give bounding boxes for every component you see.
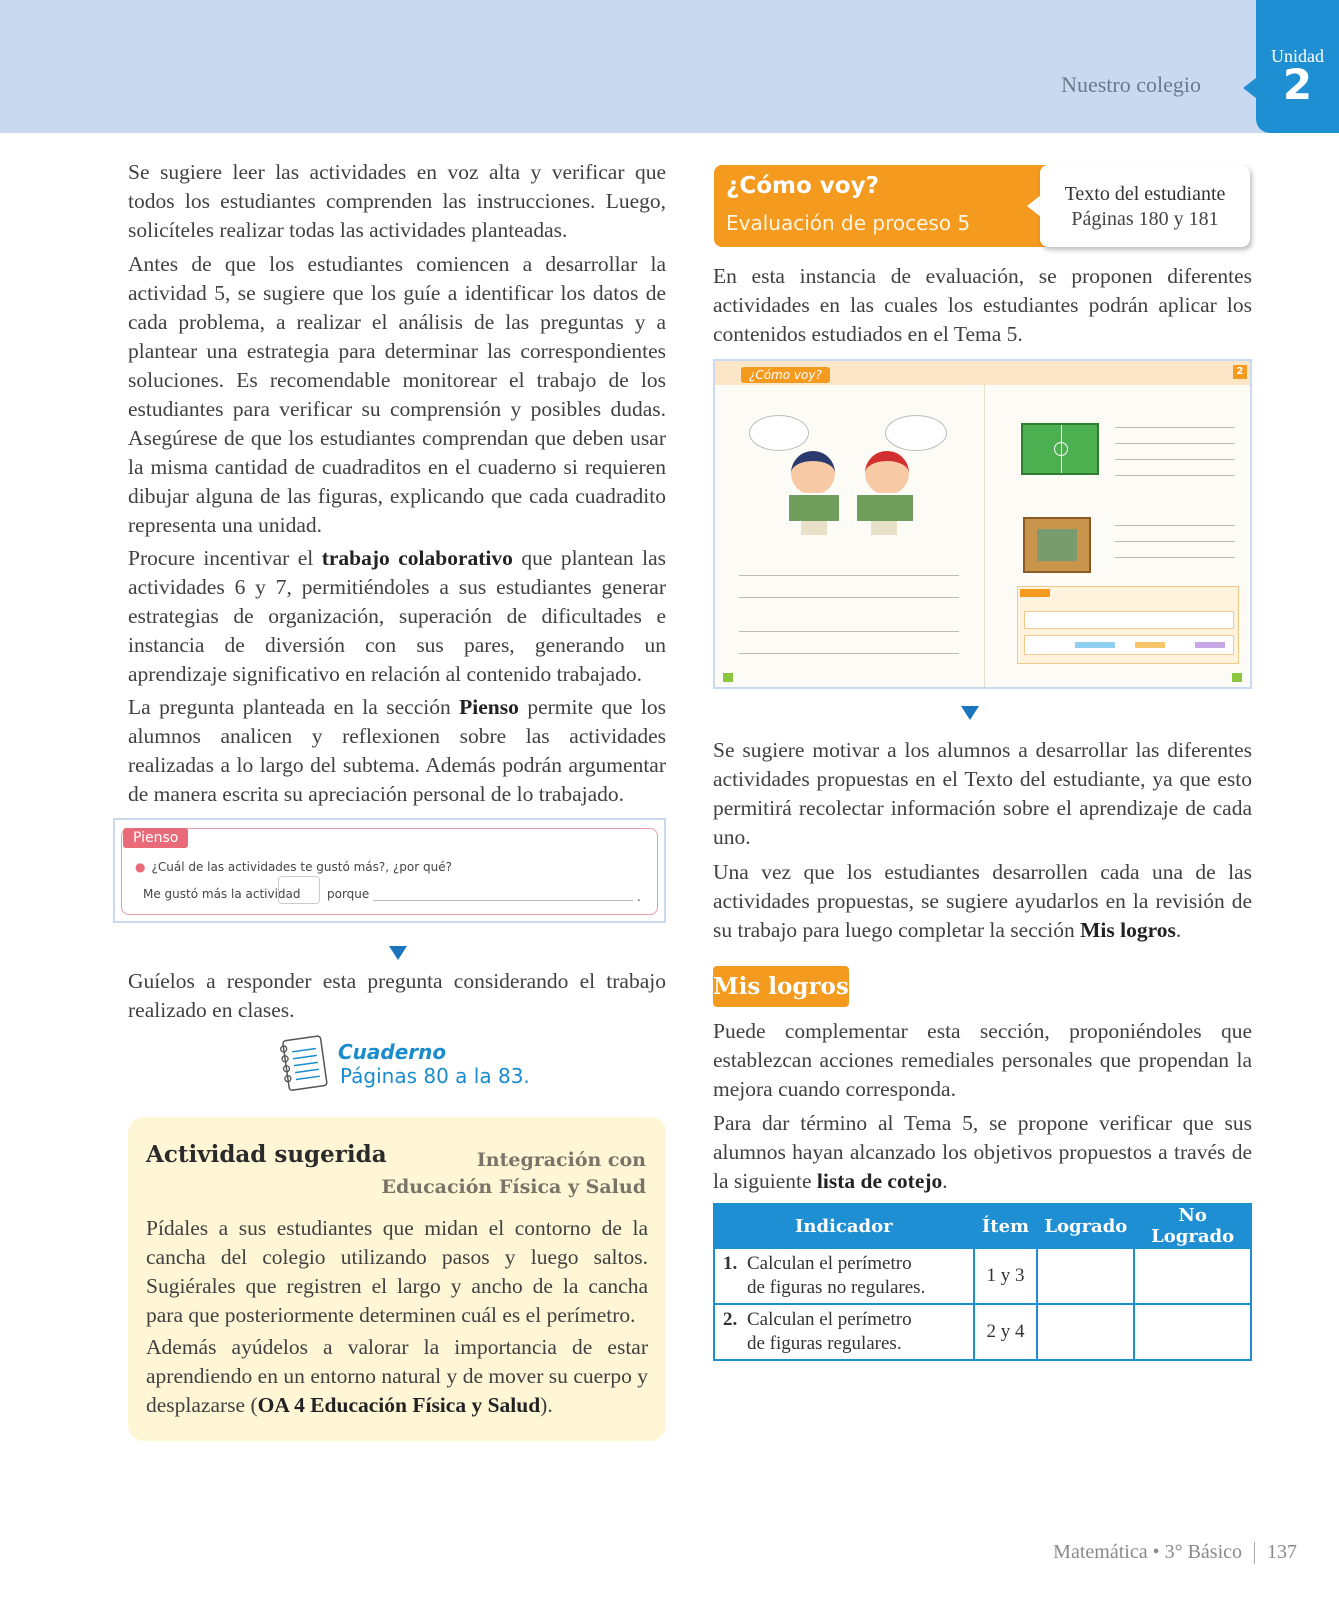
actividad-paragraph-1: Pídales a sus estudiantes que midan el contorno de la cancha del colegio utilizando pasos y luego saltos. Sugiérales que registren el largo y ancho de la cancha para que posteriormente determinen cuál es el perímetro. xyxy=(146,1216,648,1327)
actividad-p2-bold: OA 4 Educación Física y Salud xyxy=(257,1393,541,1417)
photo-held-2 xyxy=(855,493,915,523)
answer-line xyxy=(739,653,959,654)
page-number: 137 xyxy=(1267,1541,1297,1563)
speech-bubble-2 xyxy=(885,415,947,451)
pienso-activity-blank xyxy=(278,876,320,904)
pienso-end-dot: . xyxy=(637,890,641,904)
textbook-spread-thumbnail xyxy=(713,359,1252,689)
down-arrow-icon xyxy=(961,706,979,720)
mini-logros-row xyxy=(1024,611,1234,629)
girl-illustration xyxy=(791,451,835,495)
right-paragraph-1: En esta instancia de evaluación, se proponen diferentes actividades en las cuales los estudiantes podrán aplicar los contenidos estudiados en el Tema 5. xyxy=(713,264,1252,346)
answer-line xyxy=(1115,459,1235,460)
card-line-1: Texto del estudiante xyxy=(1064,183,1226,205)
header-logrado: Logrado xyxy=(1037,1204,1134,1248)
cuaderno-pages: Páginas 80 a la 83. xyxy=(340,1064,530,1088)
actividad-integration xyxy=(382,1147,646,1201)
como-voy-header xyxy=(714,165,1250,247)
thumbnail-left-page-number xyxy=(723,673,733,682)
thumbnail-tag: ¿Cómo voy? xyxy=(741,367,830,383)
answer-line xyxy=(1115,541,1235,542)
answer-line xyxy=(1115,443,1235,444)
left-paragraph-5: Guíelos a responder esta pregunta considerando el trabajo realizado en clases. xyxy=(128,969,666,1022)
p3-text-a: Procure incentivar el xyxy=(128,546,322,570)
cuaderno-title: Cuaderno xyxy=(338,1040,447,1064)
mis-logros-tag: Mis logros xyxy=(713,966,849,1007)
right-paragraph-3 xyxy=(713,858,1252,945)
pienso-answer-line xyxy=(373,900,633,901)
answer-line xyxy=(1115,475,1235,476)
level-bar-3 xyxy=(1195,642,1225,648)
unit-number: 2 xyxy=(1282,60,1313,109)
mini-logros-levels xyxy=(1024,635,1234,655)
right-paragraph-5 xyxy=(713,1109,1252,1196)
thumbnail-corner-number: 2 xyxy=(1233,365,1247,379)
pienso-answer-prefix: Me gustó más la actividad xyxy=(143,887,301,901)
lista-cotejo-table xyxy=(713,1203,1252,1361)
no-logrado-cell[interactable] xyxy=(1134,1304,1251,1360)
thumbnail-gutter xyxy=(984,385,985,687)
page-footer xyxy=(1053,1541,1297,1564)
table-row xyxy=(714,1304,1251,1360)
left-paragraph-2: Antes de que los estudiantes comiencen a desarrollar la actividad 5, se sugiere que los guíe a identificar los datos de cada problema, a realizar el análisis de las preguntas y a plantear una estrategia para determinar las correspondientes soluciones. Es recomendable monitorear el trabajo de los estudiantes para verificar su comprensión y posibles dudas. Asegúrese de que los estudiantes comprendan que deben usar la misma cantidad de cuadraditos en el cuaderno si requieren dibujar alguna de las figuras, explicando que cada cuadradito representa una unidad. xyxy=(128,252,666,537)
answer-line xyxy=(739,575,959,576)
left-paragraph-1: Se sugiere leer las actividades en voz alta y verificar que todos los estudiantes comprenden las instrucciones. Luego, solicíteles realizar todas las actividades planteadas. xyxy=(128,160,666,242)
pienso-question-text: ¿Cuál de las actividades te gustó más?, ¿por qué? xyxy=(151,860,452,874)
como-voy-subtitle: Evaluación de proceso 5 xyxy=(726,211,971,235)
pienso-box xyxy=(113,818,666,923)
right-paragraph-4: Puede complementar esta sección, proponiéndoles que establezcan acciones remediales personales que propendan la mejora cuando corresponda. xyxy=(713,1019,1252,1101)
indicador-line-2: de figuras no regulares. xyxy=(747,1277,926,1298)
answer-line xyxy=(739,597,959,598)
unit-tab-notch xyxy=(1243,78,1256,98)
header-item: Ítem xyxy=(974,1204,1038,1248)
soccer-field-illustration xyxy=(1021,423,1099,475)
no-logrado-cell[interactable] xyxy=(1134,1248,1251,1304)
pienso-tag: Pienso xyxy=(123,828,188,848)
header-indicador: Indicador xyxy=(714,1204,974,1248)
p3-right-text-b: . xyxy=(1175,918,1182,942)
speech-bubble-1 xyxy=(749,415,809,451)
row-number: 2. xyxy=(723,1309,738,1330)
level-bar-2 xyxy=(1135,642,1165,648)
framed-photo xyxy=(1037,529,1077,561)
table-header-row xyxy=(714,1204,1251,1248)
field-center-circle xyxy=(1054,442,1068,456)
indicador-text xyxy=(747,1308,912,1356)
answer-line xyxy=(1115,557,1235,558)
p5-right-bold: lista de cotejo xyxy=(816,1169,943,1193)
thumbnail-mis-logros-panel xyxy=(1017,586,1239,664)
actividad-sugerida-box xyxy=(128,1117,666,1441)
item-cell: 2 y 4 xyxy=(974,1304,1038,1360)
p4-text-a: La pregunta planteada en la sección xyxy=(128,695,460,719)
photo-held-1 xyxy=(787,493,841,523)
p5-right-text-a: Para dar término al Tema 5, se propone verificar que sus alumnos hayan alcanzado los objetivos propuestos a través de la siguiente xyxy=(713,1111,1252,1193)
unit-label: Unidad xyxy=(1271,46,1324,66)
boy-body xyxy=(871,521,897,535)
picture-frame-illustration xyxy=(1023,517,1091,573)
notebook-icon xyxy=(280,1034,332,1094)
right-paragraph-2: Se sugiere motivar a los alumnos a desarrollar las diferentes actividades propuestas en el Texto del estudiante, ya que esto permitirá recolectar información sobre el aprendizaje de cada uno. xyxy=(713,738,1252,849)
indicador-cell xyxy=(714,1304,974,1360)
answer-line xyxy=(739,631,959,632)
como-voy-title: ¿Cómo voy? xyxy=(726,173,879,199)
footer-separator xyxy=(1254,1542,1255,1564)
p4-text-b: permite que los alumnos analicen y reflexionen sobre las actividades realizadas a lo largo del subtema. Además podrán argumentar de manera escrita su apreciación personal de lo trabajado. xyxy=(128,695,666,806)
actividad-paragraph-2 xyxy=(146,1333,648,1420)
logrado-cell[interactable] xyxy=(1037,1248,1134,1304)
thumbnail-right-page-number xyxy=(1232,673,1242,682)
indicador-line-1: Calculan el perímetro xyxy=(747,1253,912,1274)
actividad-p2-text-b: ). xyxy=(540,1393,553,1417)
header-band xyxy=(0,0,1339,133)
table-row xyxy=(714,1248,1251,1304)
bullet-icon: ● xyxy=(135,860,146,874)
girl-body xyxy=(801,521,827,535)
unit-tab xyxy=(1256,0,1339,133)
indicador-cell xyxy=(714,1248,974,1304)
pienso-answer-suffix: porque xyxy=(327,887,370,901)
row-number: 1. xyxy=(723,1253,738,1274)
actividad-title: Actividad sugerida xyxy=(146,1141,387,1168)
indicador-text xyxy=(747,1252,925,1300)
left-paragraph-4 xyxy=(128,693,666,809)
mini-logros-tag xyxy=(1020,589,1050,597)
p3-text-b: que plantean las actividades 6 y 7, permitiéndoles a sus estudiantes generar estrategias de organización, superación de dificultades e instancia de diversión con sus pares, generando un aprendizaje significativo en relación al contenido trabajado. xyxy=(128,546,666,686)
p3-bold: trabajo colaborativo xyxy=(321,546,513,570)
p3-right-text-a: Una vez que los estudiantes desarrollen cada una de las actividades propuestas, se sugiere ayudarlos en la revisión de su trabajo para luego completar la sección xyxy=(713,860,1252,942)
level-bar-1 xyxy=(1075,642,1115,648)
boy-illustration xyxy=(865,451,909,495)
down-arrow-icon xyxy=(389,946,407,960)
answer-line xyxy=(1115,525,1235,526)
left-paragraph-3 xyxy=(128,544,666,689)
texto-estudiante-card xyxy=(1040,165,1250,247)
item-cell: 1 y 3 xyxy=(974,1248,1038,1304)
indicador-line-2: de figuras regulares. xyxy=(747,1333,902,1354)
card-line-2: Páginas 180 y 181 xyxy=(1071,208,1219,230)
section-title: Nuestro colegio xyxy=(1061,72,1201,97)
card-notch xyxy=(1027,195,1041,217)
integration-line-2: Educación Física y Salud xyxy=(381,1176,646,1198)
logrado-cell[interactable] xyxy=(1037,1304,1134,1360)
indicador-line-1: Calculan el perímetro xyxy=(747,1309,912,1330)
pienso-question xyxy=(135,860,452,874)
answer-line xyxy=(1115,427,1235,428)
header-no-logrado: No Logrado xyxy=(1134,1204,1251,1248)
actividad-p2-text-a: Además ayúdelos a valorar la importancia de estar aprendiendo en un entorno natural y de mover su cuerpo y desplazarse ( xyxy=(146,1335,648,1417)
p5-right-text-b: . xyxy=(942,1169,948,1193)
p3-right-bold: Mis logros xyxy=(1080,918,1176,942)
p4-bold: Pienso xyxy=(459,695,519,719)
integration-line-1: Integración con xyxy=(476,1149,646,1171)
footer-subject: Matemática • 3° Básico xyxy=(1053,1541,1242,1563)
